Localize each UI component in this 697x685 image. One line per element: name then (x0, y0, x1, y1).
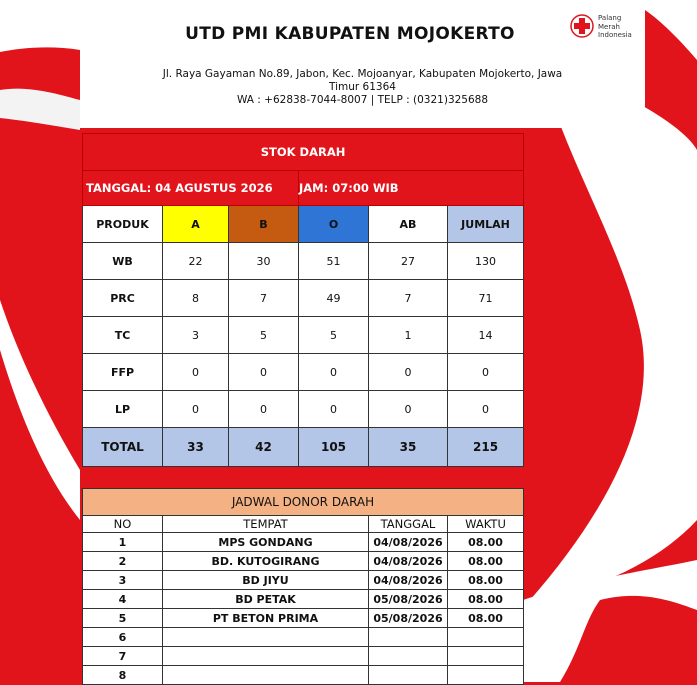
schedule-cell: 4 (83, 590, 163, 609)
schedule-cell (369, 647, 448, 666)
schedule-cell: PT BETON PRIMA (163, 609, 369, 628)
stock-cell: 5 (229, 317, 299, 354)
stock-title: STOK DARAH (83, 134, 524, 171)
header-panel (80, 0, 645, 128)
stock-cell: 14 (448, 317, 524, 354)
address-text: Jl. Raya Gayaman No.89, Jabon, Kec. Mojoanyar, Kabupaten Mojokerto, Jawa Timur 61364 (162, 68, 563, 93)
stock-cell: 0 (448, 391, 524, 428)
schedule-column-header: TANGGAL (369, 516, 448, 533)
donor-schedule-table (82, 488, 524, 685)
schedule-cell: 3 (83, 571, 163, 590)
total-cell: 35 (369, 428, 448, 467)
schedule-cell: 08.00 (448, 552, 524, 571)
org-title: UTD PMI KABUPATEN MOJOKERTO (185, 24, 515, 44)
schedule-cell: BD PETAK (163, 590, 369, 609)
schedule-cell (163, 647, 369, 666)
stock-row (83, 354, 524, 391)
stock-row (83, 317, 524, 354)
schedule-cell: 08.00 (448, 590, 524, 609)
product-name: WB (83, 243, 163, 280)
schedule-cell: MPS GONDANG (163, 533, 369, 552)
schedule-cell: 04/08/2026 (369, 571, 448, 590)
stock-cell: 5 (299, 317, 369, 354)
stock-cell: 0 (369, 354, 448, 391)
stock-cell: 0 (163, 391, 229, 428)
schedule-title: JADWAL DONOR DARAH (83, 489, 524, 516)
schedule-row (83, 552, 524, 571)
schedule-cell: 2 (83, 552, 163, 571)
schedule-cell: 05/08/2026 (369, 590, 448, 609)
schedule-cell (369, 628, 448, 647)
schedule-cell: 6 (83, 628, 163, 647)
contact-text: WA : +62838-7044-8007 | TELP : (0321)325688 (236, 94, 489, 106)
product-name: LP (83, 391, 163, 428)
schedule-row (83, 571, 524, 590)
stock-column-header: A (163, 206, 229, 243)
schedule-cell: 08.00 (448, 609, 524, 628)
schedule-row (83, 628, 524, 647)
stock-header-row (83, 206, 524, 243)
stock-cell: 0 (448, 354, 524, 391)
stock-column-header: O (299, 206, 369, 243)
stock-column-header: AB (369, 206, 448, 243)
schedule-cell: 5 (83, 609, 163, 628)
schedule-cell: 8 (83, 666, 163, 685)
stock-row (83, 391, 524, 428)
schedule-cell (448, 628, 524, 647)
stock-cell: 0 (369, 391, 448, 428)
product-name: TC (83, 317, 163, 354)
total-cell: 215 (448, 428, 524, 467)
stock-cell: 0 (229, 391, 299, 428)
schedule-cell (163, 628, 369, 647)
schedule-column-header: NO (83, 516, 163, 533)
stock-time: JAM: 07:00 WIB (299, 171, 524, 206)
stock-cell: 130 (448, 243, 524, 280)
stock-cell: 49 (299, 280, 369, 317)
schedule-row (83, 647, 524, 666)
schedule-row (83, 590, 524, 609)
schedule-cell: 05/08/2026 (369, 609, 448, 628)
stock-cell: 0 (299, 354, 369, 391)
stock-cell: 0 (163, 354, 229, 391)
stock-cell: 30 (229, 243, 299, 280)
total-cell: 42 (229, 428, 299, 467)
stock-row (83, 243, 524, 280)
schedule-cell: 7 (83, 647, 163, 666)
schedule-row (83, 533, 524, 552)
total-cell: 33 (163, 428, 229, 467)
address-block (80, 68, 645, 107)
stock-row (83, 280, 524, 317)
stock-cell: 22 (163, 243, 229, 280)
stock-cell: 1 (369, 317, 448, 354)
stock-cell: 51 (299, 243, 369, 280)
schedule-column-header: WAKTU (448, 516, 524, 533)
stock-cell: 71 (448, 280, 524, 317)
schedule-cell: BD JIYU (163, 571, 369, 590)
pmi-logo (570, 14, 640, 44)
stock-cell: 7 (229, 280, 299, 317)
stock-cell: 8 (163, 280, 229, 317)
blood-stock-table (82, 133, 524, 467)
stock-column-header: PRODUK (83, 206, 163, 243)
logo-text: Palang Merah Indonesia (598, 14, 632, 39)
schedule-cell: BD. KUTOGIRANG (163, 552, 369, 571)
schedule-column-header: TEMPAT (163, 516, 369, 533)
red-cross-icon (570, 14, 594, 38)
schedule-cell: 04/08/2026 (369, 552, 448, 571)
stock-cell: 27 (369, 243, 448, 280)
stock-total-row (83, 428, 524, 467)
schedule-header-row (83, 516, 524, 533)
stock-cell: 0 (229, 354, 299, 391)
stock-cell: 7 (369, 280, 448, 317)
stock-cell: 3 (163, 317, 229, 354)
stock-column-header: JUMLAH (448, 206, 524, 243)
schedule-cell: 08.00 (448, 571, 524, 590)
product-name: PRC (83, 280, 163, 317)
schedule-cell (448, 647, 524, 666)
schedule-cell: 1 (83, 533, 163, 552)
schedule-cell: 08.00 (448, 533, 524, 552)
stock-date: TANGGAL: 04 AGUSTUS 2026 (83, 171, 299, 206)
total-cell: 105 (299, 428, 369, 467)
schedule-cell: 04/08/2026 (369, 533, 448, 552)
stock-column-header: B (229, 206, 299, 243)
stock-cell: 0 (299, 391, 369, 428)
product-name: FFP (83, 354, 163, 391)
total-cell: TOTAL (83, 428, 163, 467)
schedule-row (83, 609, 524, 628)
